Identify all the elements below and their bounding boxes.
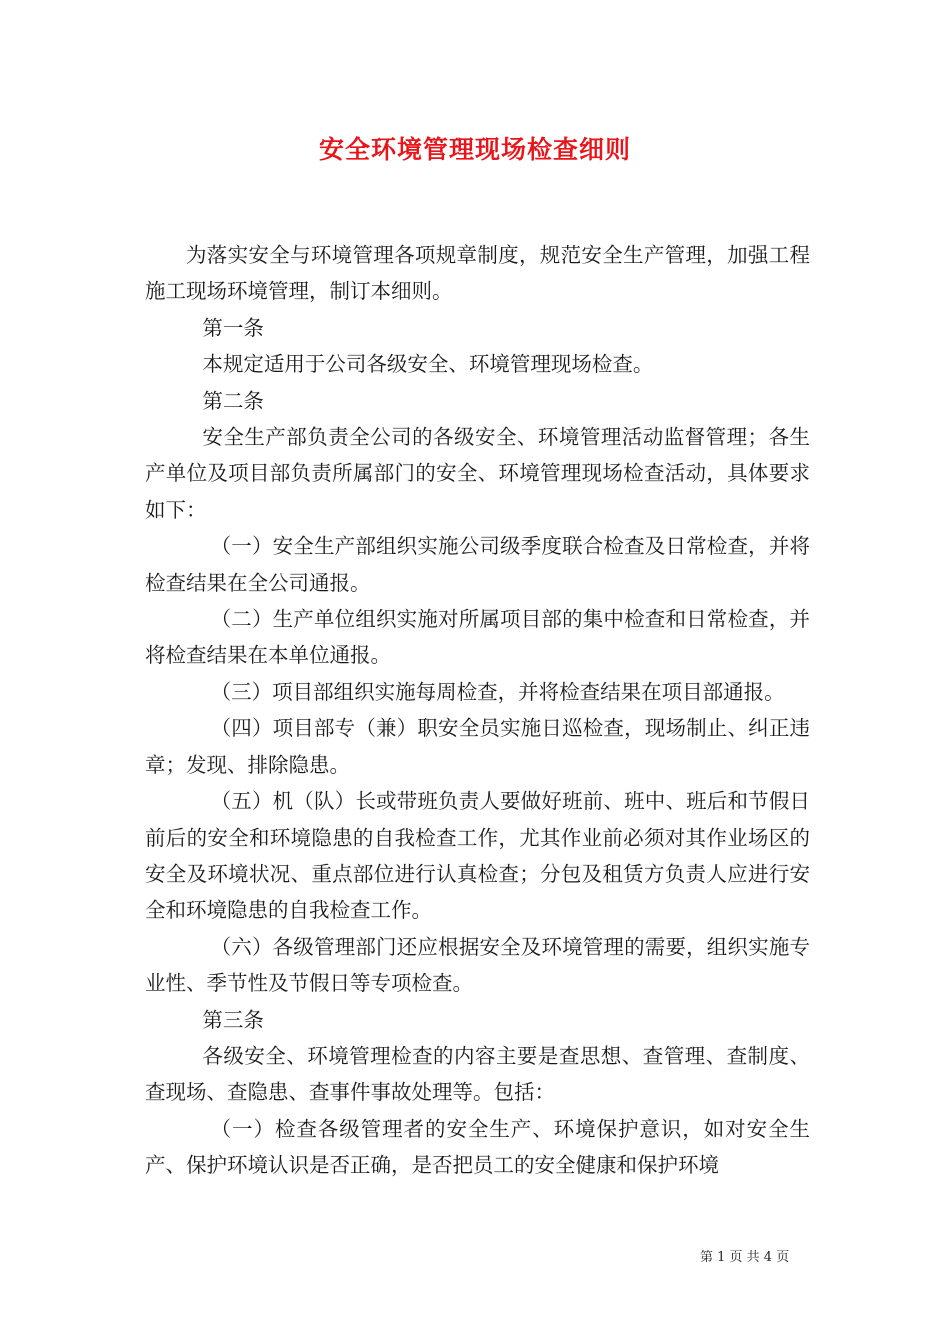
paragraph: 各级安全、环境管理检查的内容主要是查思想、查管理、查制度、查现场、查隐患、查事件事故处理等。包括： [145,1043,810,1105]
paragraph: 安全生产部负责全公司的各级安全、环境管理活动监督管理；各生产单位及项目部负责所属部门的安全、环境管理现场检查活动，具体要求如下： [145,425,810,522]
article-heading: 第一条 [202,315,264,340]
document-body [145,237,810,1184]
list-item: （五）机（队）长或带班负责人要做好班前、班中、班后和节假日前后的安全和环境隐患的自我检查工作，尤其作业前必须对其作业场区的安全及环境状况、重点部位进行认真检查；分包及租赁方负责人应进行安全和环境隐患的自我检查工作。 [145,789,810,923]
article-heading: 第三条 [202,1007,264,1032]
intro-paragraph: 为落实安全与环境管理各项规章制度，规范安全生产管理，加强工程施工现场环境管理，制订本细则。 [145,243,810,304]
list-item: （一）检查各级管理者的安全生产、环境保护意识，如对安全生产、保护环境认识是否正确，是否把员工的安全健康和保护环境 [145,1116,810,1178]
document-title: 安全环境管理现场检查细则 [318,135,631,164]
list-item: （六）各级管理部门还应根据安全及环境管理的需要，组织实施专业性、季节性及节假日等专项检查。 [145,934,810,996]
list-item: （三）项目部组织实施每周检查，并将检查结果在项目部通报。 [210,679,785,704]
list-item: （一）安全生产部组织实施公司级季度联合检查及日常检查，并将检查结果在全公司通报。 [145,534,810,595]
paragraph: 本规定适用于公司各级安全、环境管理现场检查。 [202,352,654,377]
list-item: （二）生产单位组织实施对所属项目部的集中检查和日常检查，并将检查结果在本单位通报。 [145,607,810,668]
list-item: （四）项目部专（兼）职安全员实施日巡检查，现场制止、纠正违章；发现、排除隐患。 [145,716,810,777]
article-heading: 第二条 [202,388,264,413]
page-number: 第 1 页 共 4 页 [700,1250,790,1265]
